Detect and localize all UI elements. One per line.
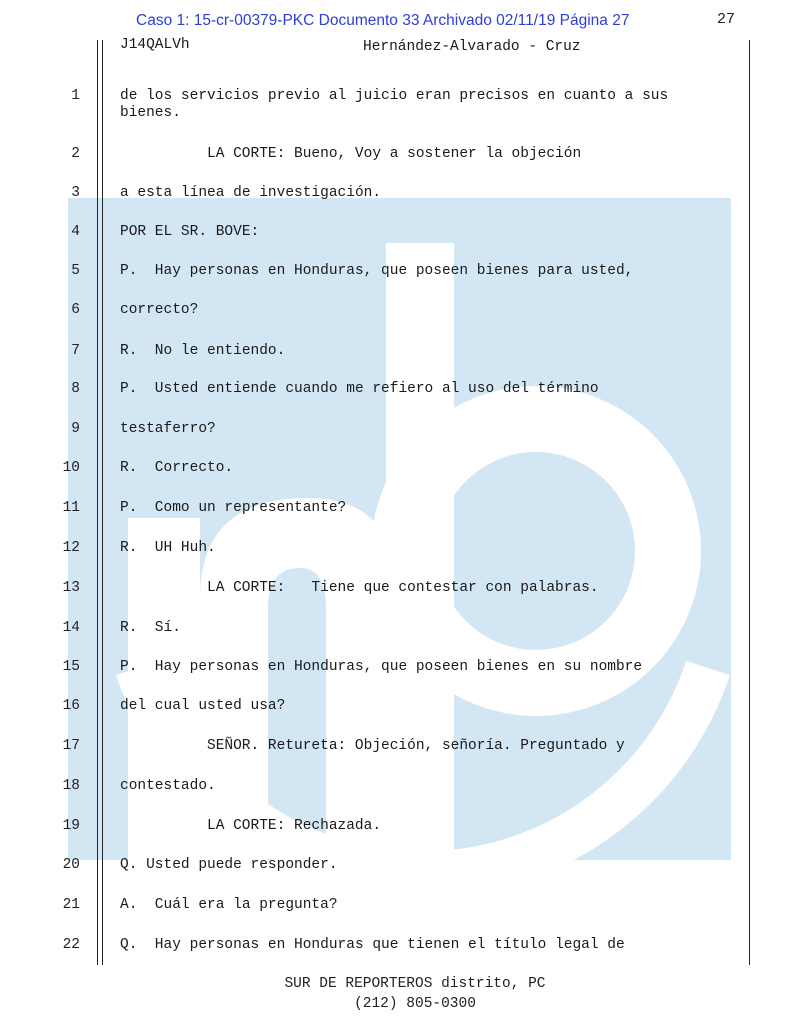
- line-text: LA CORTE: Tiene que contestar con palabras.: [207, 580, 599, 596]
- line-text: POR EL SR. BOVE:: [120, 224, 260, 240]
- line-text: R. Correcto.: [120, 460, 234, 476]
- line-text: R. UH Huh.: [120, 540, 216, 556]
- line-number: 9: [71, 421, 80, 437]
- line-text: Q. Hay personas en Honduras que tienen el título legal de: [120, 937, 625, 953]
- reporter-phone: (212) 805-0300: [354, 996, 476, 1012]
- line-number: 20: [62, 857, 80, 873]
- line-number: 16: [62, 698, 80, 714]
- line-text: P. Usted entiende cuando me refiero al uso del término: [120, 381, 599, 397]
- line-text: P. Hay personas en Honduras, que poseen bienes en su nombre: [120, 659, 643, 675]
- line-number: 19: [62, 818, 80, 834]
- line-text: Q. Usted puede responder.: [120, 857, 338, 873]
- line-number: 12: [62, 540, 80, 556]
- line-text: a esta línea de investigación.: [120, 185, 382, 201]
- line-number: 13: [62, 580, 80, 596]
- line-number: 14: [62, 620, 80, 636]
- case-code: J14QALVh: [120, 37, 190, 53]
- line-text: LA CORTE: Bueno, Voy a sostener la objeción: [207, 146, 582, 162]
- line-number: 5: [71, 263, 80, 279]
- line-number: 21: [62, 897, 80, 913]
- line-number: 15: [62, 659, 80, 675]
- margin-rule-left-inner: [102, 40, 103, 965]
- line-number: 10: [62, 460, 80, 476]
- filing-stamp: Caso 1: 15-cr-00379-PKC Documento 33 Archivado 02/11/19 Página 27: [136, 12, 630, 29]
- line-number: 1: [71, 88, 80, 104]
- line-text: P. Como un representante?: [120, 500, 347, 516]
- line-text: contestado.: [120, 778, 216, 794]
- reporter-name: SUR DE REPORTEROS distrito, PC: [284, 976, 546, 992]
- line-text: testaferro?: [120, 421, 216, 437]
- line-text: R. No le entiendo.: [120, 343, 286, 359]
- line-text: P. Hay personas en Honduras, que poseen bienes para usted,: [120, 263, 634, 279]
- line-text: de los servicios previo al juicio eran precisos en cuanto a sus bienes.: [120, 88, 669, 121]
- watermark-logo-icon: [68, 198, 731, 860]
- case-title: Hernández-Alvarado - Cruz: [363, 39, 581, 55]
- line-number: 17: [62, 738, 80, 754]
- line-number: 11: [62, 500, 80, 516]
- margin-rule-left-outer: [97, 40, 98, 965]
- line-number: 2: [71, 146, 80, 162]
- margin-rule-right: [749, 40, 750, 965]
- line-number: 8: [71, 381, 80, 397]
- page-number: 27: [716, 11, 735, 28]
- line-number: 18: [62, 778, 80, 794]
- line-number: 4: [71, 224, 80, 240]
- line-number: 3: [71, 185, 80, 201]
- line-number: 6: [71, 302, 80, 318]
- line-text: correcto?: [120, 302, 199, 318]
- line-number: 22: [62, 937, 80, 953]
- line-text: LA CORTE: Rechazada.: [207, 818, 382, 834]
- line-text: R. Sí.: [120, 620, 181, 636]
- line-text: A. Cuál era la pregunta?: [120, 897, 338, 913]
- line-text: del cual usted usa?: [120, 698, 286, 714]
- line-text: SEÑOR. Retureta: Objeción, señoría. Preguntado y: [207, 738, 625, 754]
- line-number: 7: [71, 343, 80, 359]
